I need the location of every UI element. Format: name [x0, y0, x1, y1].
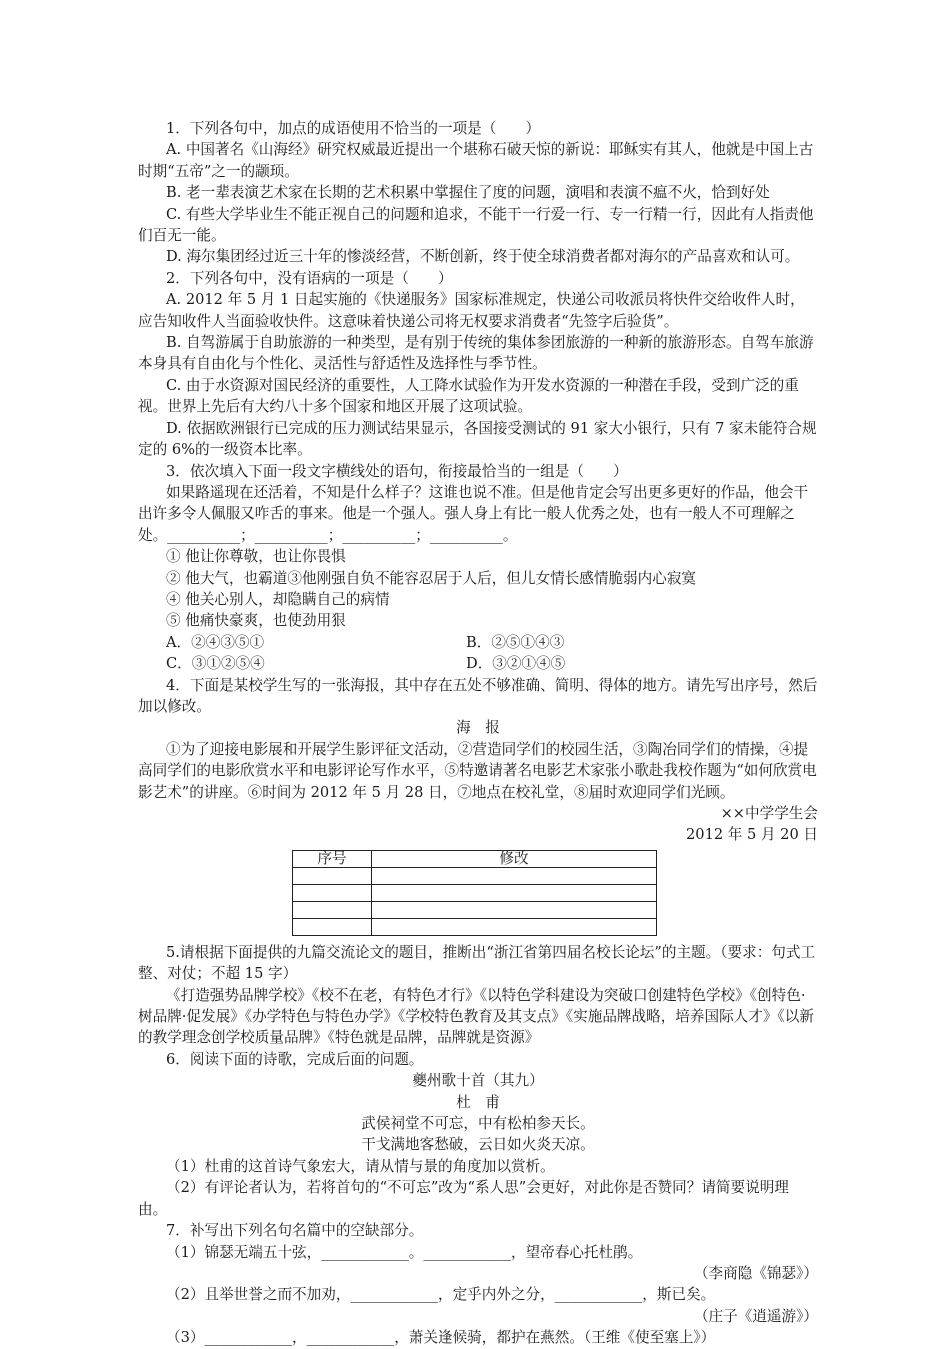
poem-author: 杜 甫: [456, 1093, 500, 1111]
question-2-option-a: A. 2012 年 5 月 1 日起实施的《快递服务》国家标准规定，快递公司收派员将快件交给收件人时，应告知收件人当面验收快件。这意味着快递公司将无权要求消费者“先签字后验货”。: [138, 291, 805, 330]
question-3-choice-d: D．③②①④⑤: [466, 655, 566, 673]
table-cell[interactable]: [372, 884, 657, 901]
question-1-option-c: C. 有些大学毕业生不能正视自己的问题和追求，不能干一行爱一行、专一行精一行，因此有人指责他们百无一能。: [138, 205, 814, 245]
table-cell[interactable]: [293, 867, 372, 884]
question-3-item-1: ① 他让你尊敬，也让你畏惧: [166, 548, 346, 566]
question-3-stem: 3．依次填入下面一段文字横线处的语句，衔接最恰当的一组是（ ）: [166, 462, 628, 480]
question-3-passage: 如果路遥现在还活着，不知是什么样子？这谁也说不准。但是他肯定会写出更多更好的作品，他会干出许多令人佩服又咋舌的事来。他是一个强人。强人身上有比一般人优秀之处，也有一般人不可理解之处。__________；__________；__________；__________。: [138, 483, 809, 544]
question-3-item-2: ② 他大气，也霸道③他刚强自负不能容忍居于人后，但儿女情长感情脆弱内心寂寞: [166, 569, 697, 587]
question-3-choice-a: A．②④③⑤①: [166, 633, 265, 651]
table-cell[interactable]: [372, 901, 657, 918]
poster-body: ①为了迎接电影展和开展学生影评征文活动，②营造同学们的校园生活，③陶冶同学们的情操，④提高同学们的电影欣赏水平和电影评论写作水平，⑤特邀请著名电影艺术家张小歌赴我校作题为“如何欣赏电影艺术”的讲座。⑥时间为 2012 年 5 月 28 日，⑦地点在校礼堂，⑧届时欢迎同学们光顾。: [138, 740, 817, 801]
question-5-titles: 《打造强势品牌学校》《校不在老，有特色才行》《以特色学科建设为突破口创建特色学校》《创特色·树品牌·促发展》《办学特色与特色办学》《学校特色教育及其支点》《实施品牌战略，培养国际人才》《以新的教学理念创学校质量品牌》《特色就是品牌，品牌就是资源》: [138, 986, 814, 1047]
question-4-stem: 4．下面是某校学生写的一张海报，其中存在五处不够准确、简明、得体的地方。请先写出序号，然后加以修改。: [138, 676, 818, 715]
table-cell[interactable]: [293, 901, 372, 918]
question-6-sub-1: （1）杜甫的这首诗气象宏大，请从情与景的角度加以赏析。: [166, 1157, 555, 1175]
question-7-source-2: （庄子《逍遥游》）: [693, 1307, 818, 1325]
table-row: [293, 884, 657, 901]
poem-title: 夔州歌十首（其九）: [412, 1072, 544, 1090]
question-2-option-c: C. 由于水资源对国民经济的重要性，人工降水试验作为开发水资源的一种潜在手段，受到广泛的重视。世界上先后有大约八十多个国家和地区开展了这项试验。: [138, 376, 799, 416]
question-6-stem: 6．阅读下面的诗歌，完成后面的问题。: [166, 1050, 424, 1068]
poster-title: 海 报: [456, 719, 500, 737]
question-3-choice-b: B．②⑤①④③: [466, 633, 565, 651]
table-cell[interactable]: [372, 867, 657, 884]
question-7-stem: 7．补写出下列名句名篇中的空缺部分。: [166, 1222, 424, 1240]
table-cell[interactable]: [372, 918, 657, 935]
worksheet-page: [138, 118, 818, 1349]
question-3-item-3: ④ 他关心别人，却隐瞒自己的病情: [166, 590, 390, 608]
table-header-number: 序号: [293, 850, 372, 867]
question-2-stem: 2．下列各句中，没有语病的一项是（ ）: [166, 269, 453, 287]
question-5-stem: 5.请根据下面提供的九篇交流论文的题目，推断出“浙江省第四届名校长论坛”的主题。（要求：句式工整、对仗；不超 15 字）: [138, 943, 816, 983]
poem-line-1: 武侯祠堂不可忘，中有松柏参天长。: [361, 1115, 595, 1133]
question-2-option-d: D. 依据欧洲银行已完成的压力测试结果显示，各国接受测试的 91 家大小银行，只有 7 家未能符合规定的 6%的一级资本比率。: [138, 419, 817, 459]
question-3-item-4: ⑤ 他痛快豪爽，也使劲用狠: [166, 612, 346, 630]
poster-date: 2012 年 5 月 20 日: [686, 826, 818, 844]
table-cell[interactable]: [293, 918, 372, 935]
poem-line-2: 干戈满地客愁破，云日如火炎天凉。: [361, 1136, 595, 1154]
table-header-revision: 修改: [372, 850, 657, 867]
question-3-choices-row-2: [138, 653, 818, 674]
table-row: [293, 918, 657, 935]
question-7-line-3: （3）____________，____________，萧关逢候骑，都护在燕然。（王维《使至塞上》）: [166, 1329, 716, 1347]
question-1-option-b: B. 老一辈表演艺术家在长期的艺术积累中掌握住了度的问题，演唱和表演不瘟不火，恰到好处: [166, 184, 770, 202]
question-7-source-1: （李商隐《锦瑟》）: [693, 1264, 818, 1282]
table-row: [293, 901, 657, 918]
poster-signature: ××中学学生会: [720, 805, 818, 822]
question-3-choices-row-1: [138, 632, 818, 653]
table-row: [293, 867, 657, 884]
question-1-stem: 1．下列各句中，加点的成语使用不恰当的一项是（ ）: [166, 120, 541, 137]
question-1-option-a: A. 中国著名《山海经》研究权威最近提出一个堪称石破天惊的新说：耶稣实有其人，他就是中国上古时期“五帝”之一的颛顼。: [138, 141, 814, 180]
revision-table: [292, 850, 657, 936]
question-7-line-1: （1）锦瑟无端五十弦，____________。____________，望帝春心托杜鹃。: [166, 1243, 643, 1261]
question-1-option-d: D. 海尔集团经过近三十年的惨淡经营，不断创新，终于使全球消费者都对海尔的产品喜欢和认可。: [166, 248, 800, 266]
question-6-sub-2: （2）有评论者认为，若将首句的“不可忘”改为“系人思”会更好，对此你是否赞同？请简要说明理由。: [138, 1179, 789, 1218]
question-7-line-2: （2）且举世誉之而不加劝，____________，定乎内外之分，____________，斯已矣。: [166, 1286, 716, 1304]
table-cell[interactable]: [293, 884, 372, 901]
question-3-choice-c: C．③①②⑤④: [166, 655, 265, 673]
table-header-row: [293, 850, 657, 867]
question-2-option-b: B. 自驾游属于自助旅游的一种类型，是有别于传统的集体参团旅游的一种新的旅游形态。自驾车旅游本身具有自由化与个性化、灵活性与舒适性及选择性与季节性。: [138, 334, 814, 373]
